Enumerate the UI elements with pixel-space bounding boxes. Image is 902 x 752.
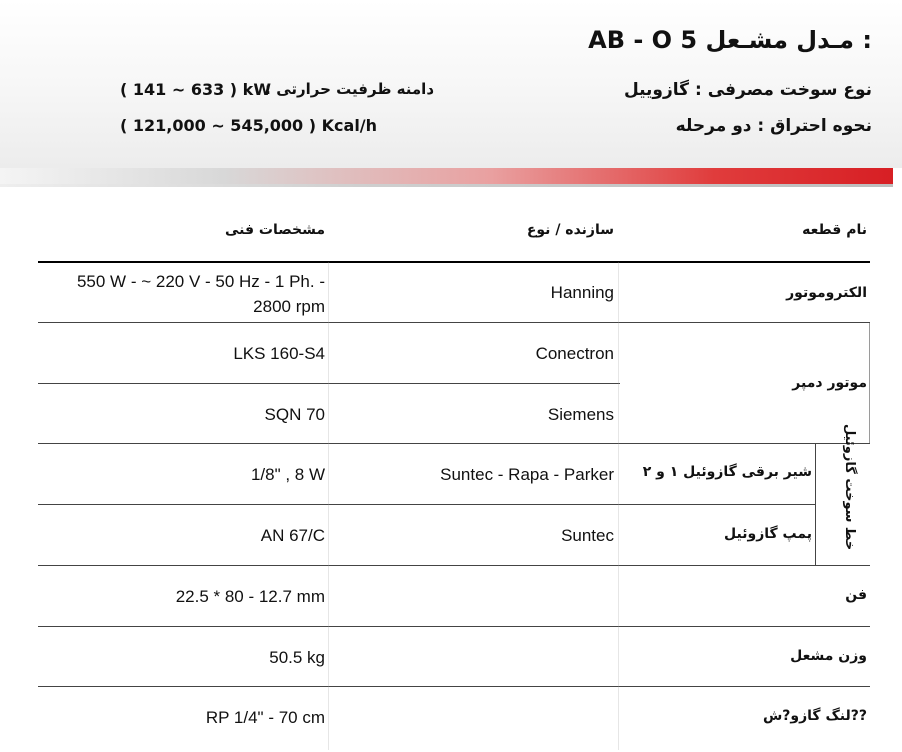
capacity-label: دامنه ظرفیت حرارتی : bbox=[265, 80, 435, 98]
row-motor-name: الکتروموتور bbox=[786, 285, 867, 301]
row-divider bbox=[38, 383, 620, 384]
capacity-kw: ( 141 ~ 633 ) kW bbox=[120, 80, 271, 99]
row-damper-spec-b: SQN 70 bbox=[264, 405, 325, 424]
row-valve-manufacturer: Suntec - Rapa - Parker bbox=[440, 465, 614, 484]
row-divider bbox=[38, 565, 870, 566]
col-header-manufacturer: سازنده / نوع bbox=[526, 222, 614, 238]
model-title bbox=[588, 26, 872, 54]
combustion-type: نحوه احتراق : دو مرحله bbox=[675, 116, 872, 136]
row-hose-name: ??لنگ گازو?ش bbox=[762, 708, 867, 724]
model-label: مـدل مشـعل : bbox=[705, 26, 872, 54]
accent-bar bbox=[0, 168, 893, 184]
header-divider bbox=[38, 261, 870, 263]
row-motor-spec-line2: 2800 rpm bbox=[253, 297, 325, 316]
row-damper-name: موتور دمپر bbox=[792, 375, 867, 391]
row-pump-name: پمپ گازوئیل bbox=[724, 526, 812, 542]
row-damper-manufacturer-a: Conectron bbox=[535, 344, 614, 363]
row-divider bbox=[38, 626, 870, 627]
row-damper-manufacturer-b: Siemens bbox=[547, 405, 614, 424]
row-motor-spec-line1: 550 W - ~ 220 V - 50 Hz - 1 Ph. - bbox=[76, 272, 325, 291]
row-valve-spec: 1/8" , 8 W bbox=[250, 465, 325, 484]
row-weight-name: وزن مشعل bbox=[790, 648, 867, 664]
column-separator bbox=[328, 262, 329, 750]
row-divider bbox=[38, 322, 870, 323]
fuel-type: نوع سوخت مصرفی : گازوییل bbox=[623, 80, 872, 100]
col-header-spec: مشخصات فنی bbox=[224, 222, 325, 238]
row-fan-name: فن bbox=[845, 587, 867, 603]
row-divider bbox=[38, 504, 815, 505]
row-weight-spec: 50.5 kg bbox=[269, 648, 325, 667]
col-header-name: نام قطعه bbox=[802, 222, 867, 238]
model-value: AB - O 5 bbox=[588, 26, 698, 54]
row-divider bbox=[38, 443, 870, 444]
row-valve-name: شیر برقی گازوئیل ۱ و ۲ bbox=[642, 464, 812, 480]
row-fan-spec: 22.5 * 80 - 12.7 mm bbox=[175, 587, 325, 606]
damper-right-border bbox=[869, 323, 870, 443]
row-motor-manufacturer: Hanning bbox=[550, 283, 614, 302]
row-damper-spec-a: LKS 160-S4 bbox=[233, 344, 325, 363]
capacity-kcal: ( 121,000 ~ 545,000 ) Kcal/h bbox=[120, 116, 378, 135]
row-hose-spec: RP 1/4" - 70 cm bbox=[205, 708, 325, 727]
row-pump-spec: AN 67/C bbox=[260, 526, 325, 545]
row-pump-manufacturer: Suntec bbox=[561, 526, 614, 545]
column-separator bbox=[618, 262, 619, 750]
fuel-group-divider bbox=[815, 444, 816, 566]
fuel-line-group-label: خط سوخت گازوئیل bbox=[842, 423, 857, 550]
row-divider bbox=[38, 686, 870, 687]
